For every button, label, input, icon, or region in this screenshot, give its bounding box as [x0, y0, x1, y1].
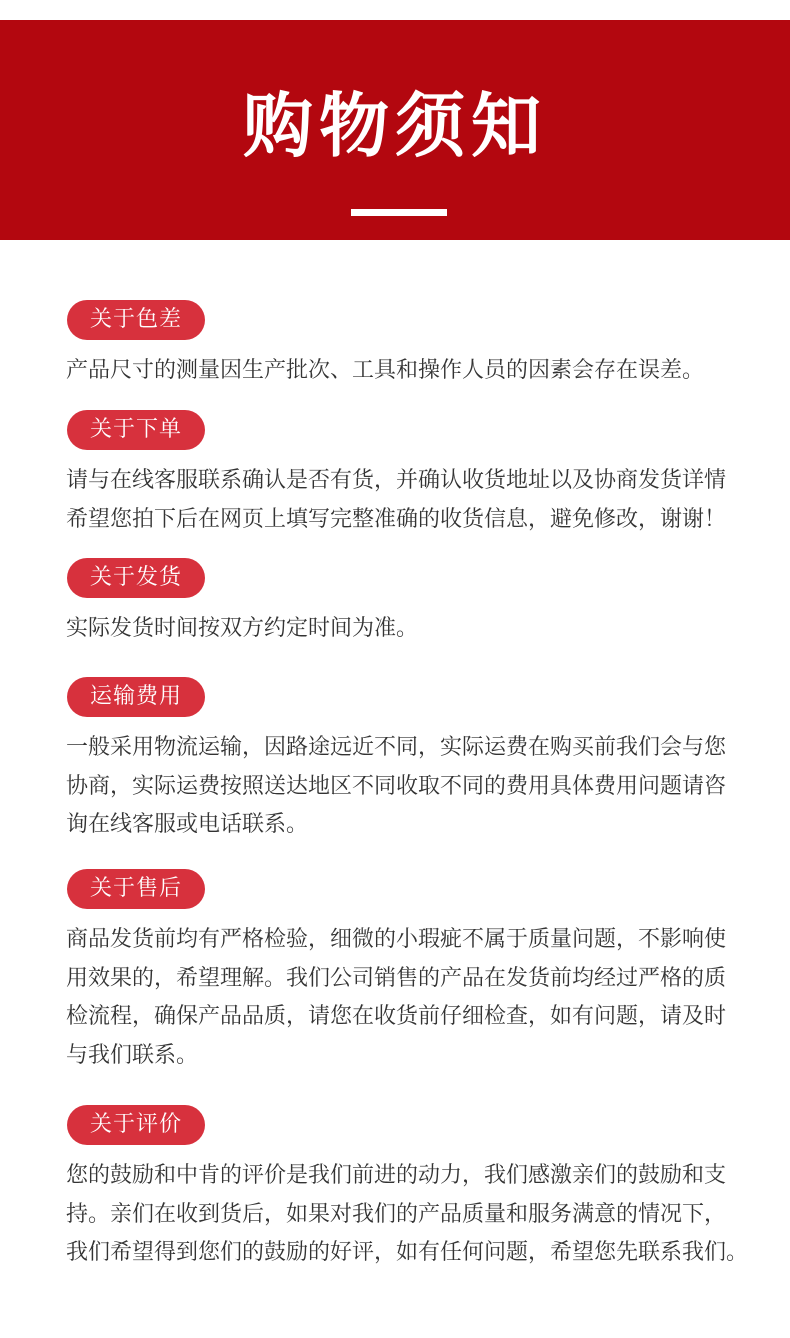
section-badge: 关于色差 [67, 300, 205, 340]
text-line: 您的鼓励和中肯的评价是我们前进的动力，我们感激亲们的鼓励和支 [66, 1163, 727, 1188]
section-text [66, 921, 766, 1075]
section-badge: 关于发货 [67, 558, 205, 598]
text-line: 希望您拍下后在网页上填写完整准确的收货信息，避免修改，谢谢！ [66, 506, 727, 532]
text-line: 持。亲们在收到货后，如果对我们的产品质量和服务满意的情况下， [66, 1201, 727, 1227]
text-line: 我们希望得到您们的鼓励的好评，如有任何问题，希望您先联系我们。 [66, 1240, 749, 1265]
title-underline [351, 209, 447, 216]
text-line: 检流程，确保产品品质，请您在收货前仔细检查，如有问题，请及时 [66, 1004, 727, 1029]
section-text [66, 352, 766, 391]
text-line: 请与在线客服联系确认是否有货，并确认收货地址以及协商发货详情 [66, 468, 727, 493]
section-badge: 关于评价 [67, 1105, 205, 1145]
page-title: 购物须知 [243, 85, 547, 167]
text-line: 协商，实际运费按照送达地区不同收取不同的费用具体费用问题请咨 [66, 773, 727, 799]
section-badge: 关于下单 [67, 410, 205, 450]
text-line: 一般采用物流运输，因路途远近不同，实际运费在购买前我们会与您 [66, 735, 727, 760]
section-badge: 关于售后 [67, 869, 205, 909]
text-line: 与我们联系。 [66, 1042, 199, 1068]
section-text [66, 462, 766, 539]
section-text [66, 729, 766, 845]
section-text [66, 1157, 766, 1273]
section-text [66, 610, 766, 649]
text-line: 商品发货前均有严格检验，细微的小瑕疵不属于质量问题，不影响使 [66, 927, 727, 952]
section-badge: 运输费用 [67, 677, 205, 717]
text-line: 询在线客服或电话联系。 [66, 812, 309, 837]
header-banner [0, 20, 790, 240]
text-line: 实际发货时间按双方约定时间为准。 [66, 616, 419, 641]
text-line: 用效果的，希望理解。我们公司销售的产品在发货前均经过严格的质 [66, 965, 727, 991]
text-line: 产品尺寸的测量因生产批次、工具和操作人员的因素会存在误差。 [66, 358, 705, 383]
